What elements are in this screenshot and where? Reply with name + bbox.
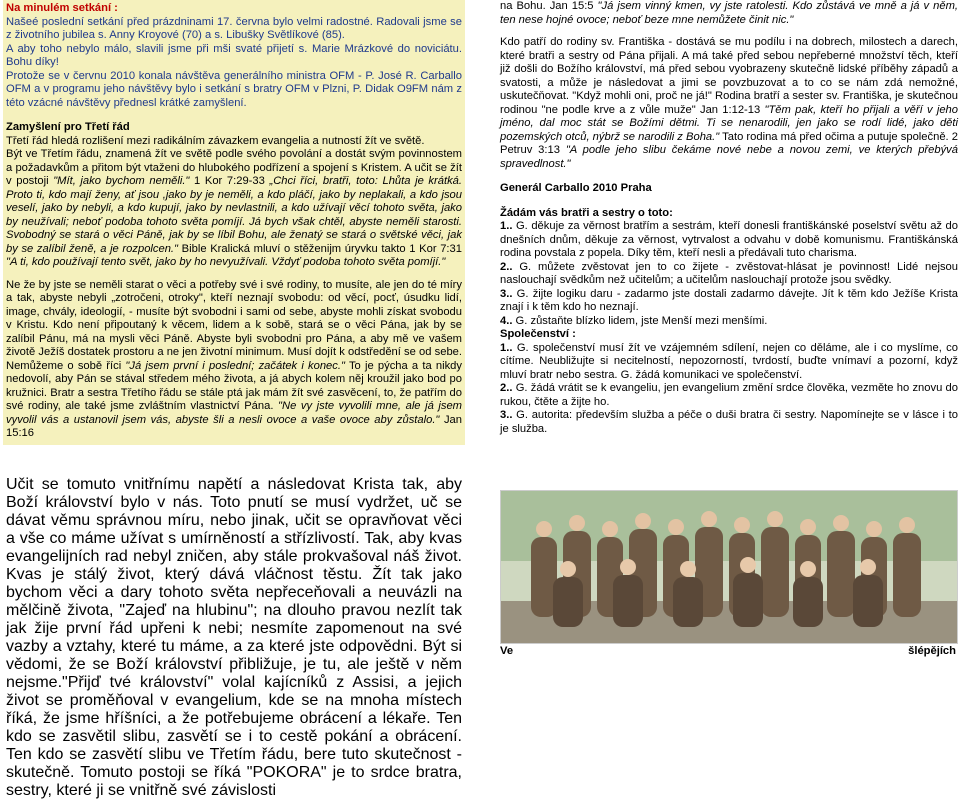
item-number: 1.. [500, 220, 513, 232]
community-item-3 [500, 409, 958, 436]
item-text: G. autorita: především služba a péče o duši bratra či sestry. Napomínejte se v lásce i to je služba. [500, 409, 958, 435]
item-number: 2.. [500, 382, 513, 394]
paragraph-family [500, 36, 958, 171]
friars-group-image [501, 491, 957, 643]
quote-run: "Mít, jako bychom neměli." [53, 175, 190, 187]
group-photo [500, 490, 958, 644]
item-text: G. děkuje za věrnost bratřím a sestrám, kteří donesli františkánské poselství světu až do dnešních dnům, děkuje za věrnost, vytrvalost a odvahu v době komunismu. Františkánská rodina povstala z popela. Díky těm, kteří nesli a předávali tuto charisma. [500, 220, 958, 259]
caption-left: Ve [500, 645, 514, 657]
text-run: Být ve Třetím řádu, znamená žít ve světě podle svého povolání a dostát svým povinnostem a požadavkům a přitom být vtaženi do hlubokého podřízení a spojení s Kristem. A učit se žít v postoji [6, 148, 462, 187]
paragraph-reflection-1 [6, 148, 462, 270]
quote-run: „Chci říci, bratři, toto: Lhůta je krátká. Proto ti, kdo mají ženy, ať jsou ,jako by je neměli, a kdo pláčí, jako by neplakali, a kdo jsou veselí, jako by nebyli, a kdo kupují, jako by nevlastnili, a kdo užívají věcí tohoto světa, jako by neužívali; neboť podoba tohoto světa pomíjí. Já bych však chtěl, abyste neměli starosti. Svobodný se stará o věci Páně, jak by se líbil Bohu, ale ženatý se stará o světské věci, jak by se zalíbil ženě, a je rozpolcen." [6, 175, 462, 255]
quote-run: "A ti, kdo používají tento svět, jako by ho nevyužívali. Vždyť podoba tohoto světa pomíjí." [6, 256, 446, 268]
text-run: Jan 15:16 [6, 413, 463, 439]
text-run: Bible Kralická mluví o stěženijm úryvku takto 1 Kor 7:31 [178, 242, 462, 255]
section-heading-last-meeting: Na minulém setkání : [6, 2, 118, 14]
paragraph-tension: Učit se tomuto vnitřnímu napětí a následovat Krista tak, aby Boží království bylo v nás. Toto pnutí se musí vydržet, uč se dávat věmu správnou míru, nebo jinak, učit se opravňovat věci a vše co máme užívat s umírněností a střízlivostí. Tak, aby kvas evangelijních rad nebyl zničen, aby stále prokvašoval náš život. Kvas je stálý život, který dává vláčnost těstu. Žít tak jako bychom věci a dary tohoto světa nepřeceňovali a neuvázli na mělčině života, "Zajeď na hlubinu"; na dlouho pravou nezlít tak jak žije první řád upřeni k nebi; nesmíte zapomenout na své vazby a vztahy, které tu máme, a za které jste odpovědni. Být si vědomi, že se Boží království přibližuje, je tu, ale ještě v něm nejsme."Přijď tvé království" volal kajícníků z Assisi, a jejich život se proměňoval v evangelium, kde se na mnoha místech říká, že jsme hříšníci, a že potřebujeme obrácení a lékaře. Ten kdo se zasvětil slibu, zasvětí se i to cestě pokání a obrácení. Ten kdo se zasvětí slibu ve Třetím řádu, bere tuto skutečnost - skutečně. Tomuto postoji se říká "POKORA" je to srdce bratra, sestry, které ji se vnitřně své závislosti [6, 476, 462, 799]
title-community: Společenství : [500, 328, 576, 340]
right-column [500, 0, 958, 436]
community-item-2 [500, 382, 958, 409]
item-number: 3.. [500, 409, 513, 421]
item-text: G. žádá vrátit se k evangeliu, jen evangelium změní srdce člověka, vezměte ho znovu do rukou, čtěte a žijte ho. [500, 382, 958, 408]
text-run: Kdo patří do rodiny sv. Františka - dostává se mu podílu i na dobrech, milostech a darech, které bratři a sestry od Pána přijali. A má také před sebou nepřeberné množství těch, kteří již došli do Božího království, má před sebou vyobrazeny skutečně lidské příběhy západů a svatosti, a může je následovat a jimi se povzbuzovat a to co se nám zdá nemožné, uskutečňovat. "Když mohli oni, proč ne já!" Rodina bratří a sester sv. Františka, je skutečnou rodinou "ne podle krve a z vůle muže" Jan 1:12-13 [500, 36, 958, 116]
left-bottom-text [3, 474, 465, 802]
quote-run: "Já jsem první i poslední; začátek i konec." [125, 359, 345, 372]
text-run: To je pýcha a ta nikdy nedovolí, aby Pán se stával středem mého života, a já abych kolem něj kroužil jako bod po kružnici. Bratr a sestra Třetího řádu se stále ptá jak mám žít své zasvěcení, to, že patřím do své rodiny, ale také jsme zvláštním vlastnictví Pána. [6, 359, 462, 412]
request-item-1 [500, 220, 958, 261]
item-text: G. můžete zvěstovat jen to co žijete - zvěstovat-hlásat je povinnost! Lidé nejsou naslouchají svědkům než učitelům; a učitelům naslouchají protože jsou svědky. [500, 260, 958, 286]
quote-run: "Těm pak, kteří ho přijali a věří v jeho jméno, dal moc stát se Božími dětmi. Ti se nenarodili, jen jako se rodí lidé, jako děti pozemských otců, nýbrž se narodili z Boha." [500, 103, 958, 143]
item-number: 3.. [500, 287, 513, 300]
caption-right: šlépějích [908, 645, 956, 657]
title-request: Žádám vás bratři a sestry o toto: [500, 206, 673, 219]
text-run: Tato rodina má před očima a putuje společně. 2 Petruv 3:13 [500, 130, 959, 156]
request-item-4 [500, 315, 958, 329]
text-run: 1 Kor 7:29-33 [189, 175, 270, 187]
item-text: G. zůstaňte blízko lidem, jste Menší mezi menšími. [512, 314, 768, 327]
request-item-2 [500, 261, 958, 288]
paragraph-meeting-2: A aby toho nebylo málo, slavili jsme při mši svaté přijetí s. Marie Mrázkové do noviciátu. Bohu díky! [6, 42, 462, 68]
item-number: 4.. [500, 314, 513, 327]
quote-run: "Já jsem vinný kmen, vy jste ratolesti. Kdo zůstává ve mně a já v něm, ten nese hojné ovoce; neboť beze mne nemůžete činit nic." [500, 0, 958, 26]
left-column [3, 0, 465, 445]
community-item-1 [500, 342, 958, 383]
paragraph-meeting-3: Protože se v červnu 2010 konala návštěva generálního ministra OFM - P. José R. Carballo OFM a v programu jeho návštěvy bylo i setkání s bratry OFM v Plzni, P. Didak O9FM nám z této vzácné návštěvy přednesl krátké zamyšlení. [6, 69, 462, 109]
item-number: 2.. [500, 260, 513, 273]
text-run: Ne že by jste se neměli starat o věci a potřeby své i své rodiny, to musíte, ale jen do té míry a tak, abyste nebyli „zotročeni, otroky", kteří neznají svobodu: od věcí, pocť, úsudku lidí, image, chvály, ideologií, - musíte být svobodni i sami od sebe, abyste mohli získat svobodu v Kristu. Kdo není připoutaný k věcem, lidem a k sobě, stará se o věci Pána, jak by se zalíbil Pánu, má na mysli věci Páně. Abyste byli svobodni pro Pána, a aby mě ve vašem životě Ježíš dostatek prostoru a ne jen životní minimum. Musí dojít k odstředění se od sebe. Nemůžeme o sobě říci [6, 278, 462, 372]
item-number: 1.. [500, 341, 513, 354]
title-general: Generál Carballo 2010 Praha [500, 182, 652, 194]
paragraph-john [500, 0, 958, 27]
section-title-reflection: Zamyšlení pro Třetí řád [6, 121, 130, 133]
paragraph-meeting-1: Našeé poslední setkání před prázdninami 17. června bylo velmi radostné. Radovali jsme se z životního jubilea s. Anny Kroyové (70) a s. Libušky Světlíkové (85). [6, 15, 462, 41]
text-run: na Bohu. Jan 15:5 [500, 0, 598, 12]
item-text: G. žijte logiku daru - zadarmo jste dostali zadarmo dávejte. Jít k těm kdo Ježíše Krista znají i k těm kdo ho neznají. [500, 287, 958, 313]
item-text: G. společenství musí žít ve vzájemném sdílení, nejen co děláme, ale i co myslíme, co cítíme. Neubližujte si necitelností, nepozorností, tvrdostí, buďte vnímaví a pozorní, když mluví bratr nebo sestra. G. žádá komunikaci ve společenství. [500, 341, 958, 381]
paragraph-intro: Třetí řád hledá rozlišení mezi radikálním závazkem evangelia a nutností žít ve světě. [6, 134, 425, 147]
paragraph-reflection-2 [6, 279, 462, 441]
quote-run: "A podle jeho slibu čekáme nové nebe a novou zemi, ve kterých přebývá spravedlnost." [500, 144, 958, 170]
request-item-3 [500, 288, 958, 315]
quote-run: "Ne vy jste vyvolili mne, ale já jsem vyvolil vás a ustanovil jsem vás, abyste šli a nesli ovoce a vaše ovoce aby zůstalo." [6, 400, 463, 426]
highlight-box [3, 0, 465, 445]
